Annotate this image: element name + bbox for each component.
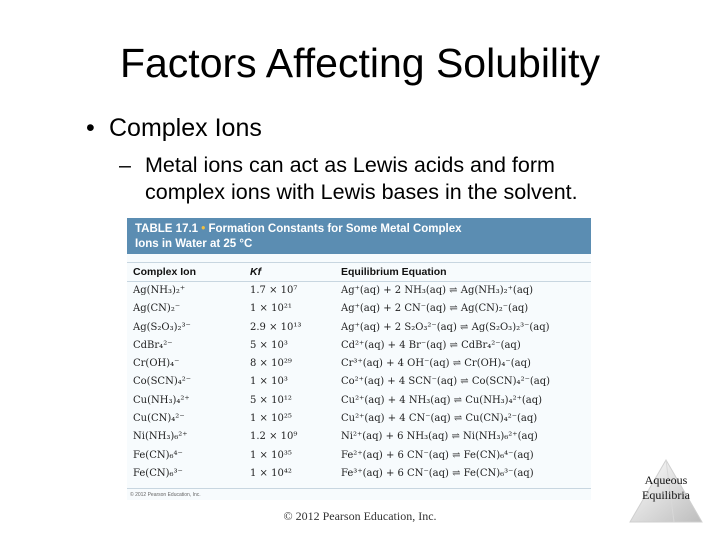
complex-ion-cell: Ni(NH₃)₆²⁺ — [133, 431, 188, 443]
table-row — [127, 340, 591, 358]
table-rule — [127, 488, 591, 489]
complex-ion-cell: Cu(NH₃)₄²⁺ — [133, 394, 190, 406]
kf-cell: 1.7 × 10⁷ — [250, 285, 298, 296]
complex-ion-cell: Co(SCN)₄²⁻ — [133, 376, 192, 388]
section-label-line: Aqueous — [644, 473, 688, 487]
table-caption-text: Formation Constants for Some Metal Complex — [208, 223, 462, 235]
complex-ion-cell: CdBr₄²⁻ — [133, 339, 173, 351]
section-label — [628, 473, 704, 503]
table-rule — [127, 281, 591, 282]
table-row — [127, 450, 591, 468]
sub-bullet-marker: – — [119, 153, 131, 177]
kf-cell: 1 × 10⁴² — [250, 467, 292, 479]
table-row — [127, 303, 591, 321]
table-row — [127, 431, 591, 449]
kf-cell: 1 × 10²¹ — [250, 303, 292, 315]
equation-cell: Ag⁺(aq) + 2 CN⁻(aq) ⇌ Ag(CN)₂⁻(aq) — [341, 303, 529, 315]
table-number: TABLE 17.1 — [135, 223, 199, 235]
equation-cell: Fe²⁺(aq) + 6 CN⁻(aq) ⇌ Fe(CN)₆⁴⁻(aq) — [341, 449, 534, 461]
kf-cell: 1 × 10³ — [250, 376, 288, 388]
bullet-marker: • — [86, 114, 95, 142]
table-row — [127, 322, 591, 340]
table-caption-line-1 — [135, 222, 462, 236]
equation-cell: Fe³⁺(aq) + 6 CN⁻(aq) ⇌ Fe(CN)₆³⁻(aq) — [341, 467, 534, 479]
table-rows — [127, 285, 591, 486]
kf-cell: 2.9 × 10¹³ — [250, 321, 302, 333]
kf-cell: 1 × 10²⁵ — [250, 413, 292, 425]
kf-cell: 1 × 10³⁵ — [250, 449, 292, 461]
kf-cell: 5 × 10³ — [250, 339, 288, 351]
equation-cell: Cr³⁺(aq) + 4 OH⁻(aq) ⇌ Cr(OH)₄⁻(aq) — [341, 358, 531, 370]
table-row — [127, 376, 591, 394]
complex-ion-cell: Ag(S₂O₃)₂³⁻ — [133, 321, 191, 333]
kf-cell: 1.2 × 10⁹ — [250, 431, 298, 443]
complex-ion-cell: Ag(NH₃)₂⁺ — [133, 285, 186, 296]
complex-ion-cell: Cr(OH)₄⁻ — [133, 358, 180, 370]
table-caption-bar — [127, 218, 591, 254]
caption-bullet: • — [201, 223, 206, 235]
bullet-text: Complex Ions — [109, 114, 262, 142]
column-header-kf: Kf — [250, 266, 262, 278]
table-copyright: © 2012 Pearson Education, Inc. — [130, 492, 201, 498]
table-row — [127, 395, 591, 413]
complex-ion-cell: Ag(CN)₂⁻ — [133, 303, 181, 315]
equation-cell: Cu²⁺(aq) + 4 NH₃(aq) ⇌ Cu(NH₃)₄²⁺(aq) — [341, 394, 543, 406]
table-row — [127, 413, 591, 431]
kf-cell: 5 × 10¹² — [250, 394, 292, 406]
complex-ion-cell: Fe(CN)₆⁴⁻ — [133, 449, 183, 461]
column-header-complex-ion: Complex Ion — [133, 266, 197, 278]
slide-footer-copyright: © 2012 Pearson Education, Inc. — [283, 509, 437, 523]
column-header-equation: Equilibrium Equation — [341, 266, 447, 278]
complex-ion-cell: Cu(CN)₄²⁻ — [133, 413, 185, 425]
equation-cell: Cu²⁺(aq) + 4 CN⁻(aq) ⇌ Cu(CN)₄²⁻(aq) — [341, 413, 538, 425]
sub-bullet-line: complex ions with Lewis bases in the solvent. — [145, 180, 578, 204]
section-label-line: Equilibria — [642, 488, 690, 502]
equation-cell: Ag⁺(aq) + 2 NH₃(aq) ⇌ Ag(NH₃)₂⁺(aq) — [341, 285, 534, 296]
slide-title: Factors Affecting Solubility — [119, 40, 601, 86]
table-caption-line-2: Ions in Water at 25 °C — [135, 238, 253, 250]
table-row — [127, 285, 591, 303]
complex-ion-cell: Fe(CN)₆³⁻ — [133, 467, 183, 479]
equation-cell: Ni²⁺(aq) + 6 NH₃(aq) ⇌ Ni(NH₃)₆²⁺(aq) — [341, 431, 538, 443]
equation-cell: Cd²⁺(aq) + 4 Br⁻(aq) ⇌ CdBr₄²⁻(aq) — [341, 339, 521, 351]
kf-cell: 8 × 10²⁹ — [250, 358, 292, 370]
formation-constants-table — [127, 218, 591, 500]
equation-cell: Co²⁺(aq) + 4 SCN⁻(aq) ⇌ Co(SCN)₄²⁻(aq) — [341, 376, 551, 388]
sub-bullet-line: Metal ions can act as Lewis acids and form — [145, 153, 555, 177]
table-row — [127, 468, 591, 486]
equation-cell: Ag⁺(aq) + 2 S₂O₃²⁻(aq) ⇌ Ag(S₂O₃)₂³⁻(aq) — [341, 321, 550, 333]
table-rule — [127, 262, 591, 263]
table-row — [127, 358, 591, 376]
